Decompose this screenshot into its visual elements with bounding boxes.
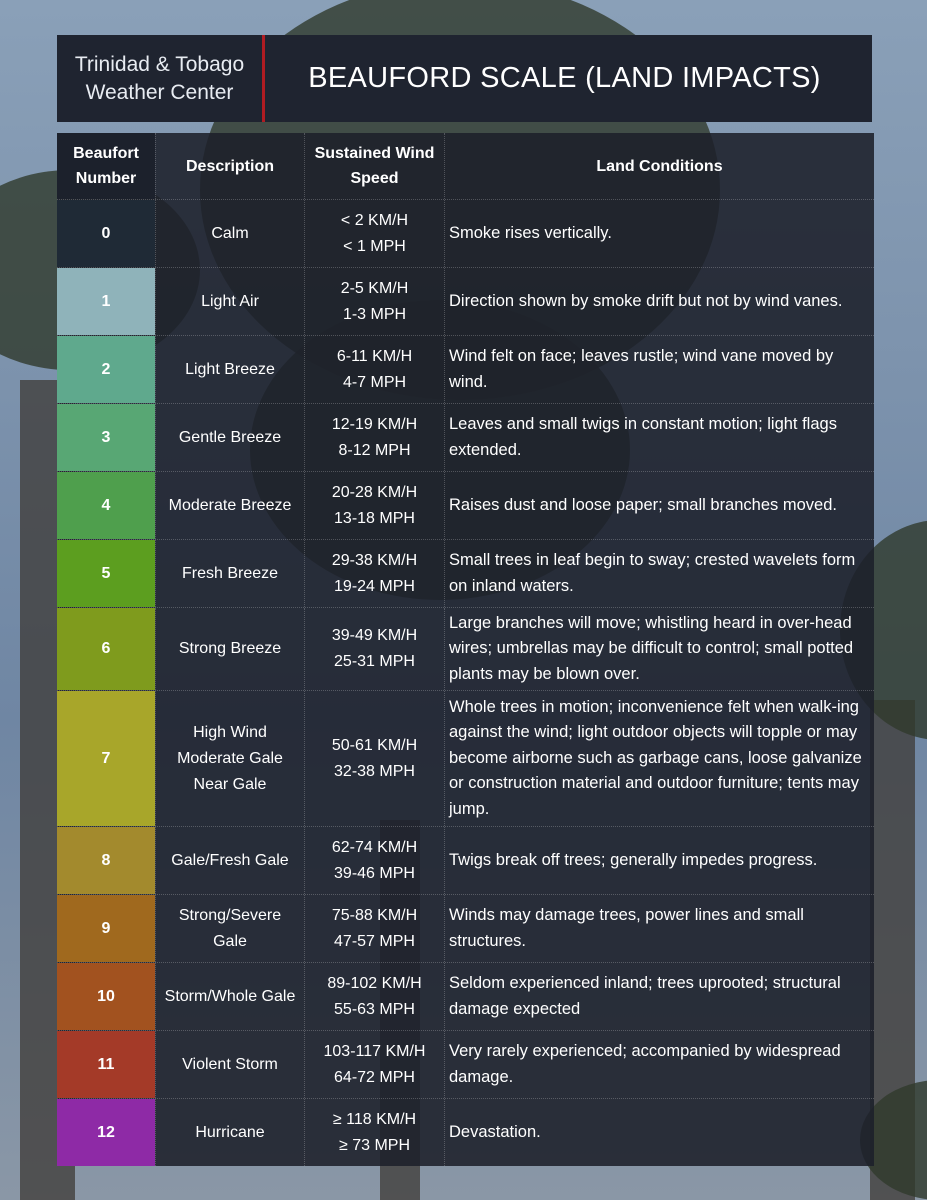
wind-speed xyxy=(304,827,444,894)
wind-speed-mph: 64-72 MPH xyxy=(334,1068,415,1086)
wind-speed-kmh: 20-28 KM/H xyxy=(331,483,418,501)
wind-speed xyxy=(304,472,444,539)
table-row xyxy=(57,403,874,471)
table-row xyxy=(57,471,874,539)
wind-speed-mph: 25-31 MPH xyxy=(334,653,415,670)
land-conditions: Large branches will move; whistling heard in over-head wires; umbrellas may be difficult to control; small potted plants may be blown over. xyxy=(444,608,874,690)
wind-speed-mph: 55-63 MPH xyxy=(334,1000,415,1018)
table-header-row xyxy=(57,133,874,199)
header-speed-line-2: Speed xyxy=(350,170,399,187)
table-row xyxy=(57,539,874,607)
header-speed xyxy=(304,133,444,199)
beaufort-number: 2 xyxy=(57,336,155,403)
beaufort-number: 3 xyxy=(57,404,155,471)
beaufort-number: 0 xyxy=(57,200,155,267)
wind-speed-mph: 32-38 MPH xyxy=(334,762,415,780)
wind-speed-kmh: 103-117 KM/H xyxy=(323,1042,426,1060)
land-conditions: Winds may damage trees, power lines and small structures. xyxy=(444,895,874,962)
header-speed-line-1: Sustained Wind xyxy=(314,145,435,162)
table-row xyxy=(57,335,874,403)
land-conditions: Leaves and small twigs in constant motion; light flags extended. xyxy=(444,404,874,471)
wind-speed-mph: 8-12 MPH xyxy=(338,441,411,459)
wind-description: Light Breeze xyxy=(155,336,304,403)
beaufort-number: 11 xyxy=(57,1031,155,1098)
wind-description: Strong Breeze xyxy=(155,608,304,690)
brand-line-2: Weather Center xyxy=(85,80,234,104)
wind-description: Calm xyxy=(155,200,304,267)
wind-speed-kmh: 2-5 KM/H xyxy=(340,279,409,297)
wind-speed xyxy=(304,1031,444,1098)
wind-speed-kmh: 29-38 KM/H xyxy=(331,551,418,569)
wind-description: Light Air xyxy=(155,268,304,335)
land-conditions: Whole trees in motion; inconvenience felt when walk-ing against the wind; light outdoor objects will topple or may become airborne such as garbage cans, loose galvanize or construction material and outdoor furniture; tents may jump. xyxy=(444,691,874,826)
beaufort-number: 8 xyxy=(57,827,155,894)
header-description: Description xyxy=(155,133,304,199)
brand-line-1: Trinidad & Tobago xyxy=(74,52,245,76)
wind-speed xyxy=(304,268,444,335)
table-row xyxy=(57,1030,874,1098)
header-banner xyxy=(57,35,872,122)
page-title: BEAUFORD SCALE (LAND IMPACTS) xyxy=(308,62,821,94)
beaufort-number: 5 xyxy=(57,540,155,607)
beaufort-number: 6 xyxy=(57,608,155,690)
table-row xyxy=(57,1098,874,1166)
wind-speed xyxy=(304,895,444,962)
wind-speed-kmh: 89-102 KM/H xyxy=(327,974,422,992)
wind-speed-mph: 39-46 MPH xyxy=(334,864,415,882)
wind-speed-mph: ≥ 73 MPH xyxy=(338,1136,411,1154)
land-conditions: Wind felt on face; leaves rustle; wind vane moved by wind. xyxy=(444,336,874,403)
wind-speed xyxy=(304,963,444,1030)
wind-speed xyxy=(304,608,444,690)
table-row xyxy=(57,690,874,826)
wind-speed xyxy=(304,1099,444,1166)
wind-speed-kmh: 50-61 KM/H xyxy=(331,736,418,754)
wind-description: Storm/Whole Gale xyxy=(155,963,304,1030)
wind-description: High Wind Moderate Gale Near Gale xyxy=(155,691,304,826)
wind-speed xyxy=(304,540,444,607)
table-row xyxy=(57,267,874,335)
land-conditions: Small trees in leaf begin to sway; crested wavelets form on inland waters. xyxy=(444,540,874,607)
wind-speed xyxy=(304,200,444,267)
wind-speed-kmh: 62-74 KM/H xyxy=(331,838,418,856)
wind-speed-mph: 1-3 MPH xyxy=(342,305,407,323)
beaufort-number: 4 xyxy=(57,472,155,539)
table-row xyxy=(57,894,874,962)
land-conditions: Seldom experienced inland; trees uprooted; structural damage expected xyxy=(444,963,874,1030)
table-row xyxy=(57,962,874,1030)
beaufort-number: 12 xyxy=(57,1099,155,1166)
wind-speed-kmh: < 2 KM/H xyxy=(340,211,409,229)
land-conditions: Direction shown by smoke drift but not by wind vanes. xyxy=(444,268,874,335)
beaufort-number: 10 xyxy=(57,963,155,1030)
wind-speed-kmh: 6-11 KM/H xyxy=(336,347,413,365)
beaufort-number: 9 xyxy=(57,895,155,962)
land-conditions: Devastation. xyxy=(444,1099,874,1166)
wind-speed xyxy=(304,691,444,826)
wind-description: Moderate Breeze xyxy=(155,472,304,539)
beaufort-table xyxy=(57,133,874,1166)
wind-speed-mph: 4-7 MPH xyxy=(342,373,407,391)
wind-speed-mph: 47-57 MPH xyxy=(334,932,415,950)
wind-speed-kmh: ≥ 118 KM/H xyxy=(332,1110,417,1128)
beaufort-number: 7 xyxy=(57,691,155,826)
wind-speed-kmh: 12-19 KM/H xyxy=(331,415,418,433)
wind-speed-mph: 19-24 MPH xyxy=(334,577,415,595)
beaufort-number: 1 xyxy=(57,268,155,335)
header-number-line-2: Number xyxy=(75,170,137,187)
table-row xyxy=(57,826,874,894)
wind-description: Fresh Breeze xyxy=(155,540,304,607)
land-conditions: Very rarely experienced; accompanied by widespread damage. xyxy=(444,1031,874,1098)
wind-description: Gale/Fresh Gale xyxy=(155,827,304,894)
wind-speed-kmh: 39-49 KM/H xyxy=(331,627,418,644)
wind-speed-mph: 13-18 MPH xyxy=(334,509,415,527)
header-land-conditions: Land Conditions xyxy=(444,133,874,199)
land-conditions: Smoke rises vertically. xyxy=(444,200,874,267)
table-row xyxy=(57,607,874,690)
table-body xyxy=(57,199,874,1166)
wind-speed-kmh: 75-88 KM/H xyxy=(331,906,418,924)
wind-description: Hurricane xyxy=(155,1099,304,1166)
land-conditions: Twigs break off trees; generally impedes progress. xyxy=(444,827,874,894)
wind-speed xyxy=(304,404,444,471)
land-conditions: Raises dust and loose paper; small branches moved. xyxy=(444,472,874,539)
header-number xyxy=(57,133,155,199)
wind-description: Gentle Breeze xyxy=(155,404,304,471)
wind-speed-mph: < 1 MPH xyxy=(343,237,406,255)
wind-description: Strong/Severe Gale xyxy=(155,895,304,962)
brand-name xyxy=(57,35,262,122)
wind-description: Violent Storm xyxy=(155,1031,304,1098)
header-number-line-1: Beaufort xyxy=(73,145,139,162)
wind-speed xyxy=(304,336,444,403)
table-row xyxy=(57,199,874,267)
